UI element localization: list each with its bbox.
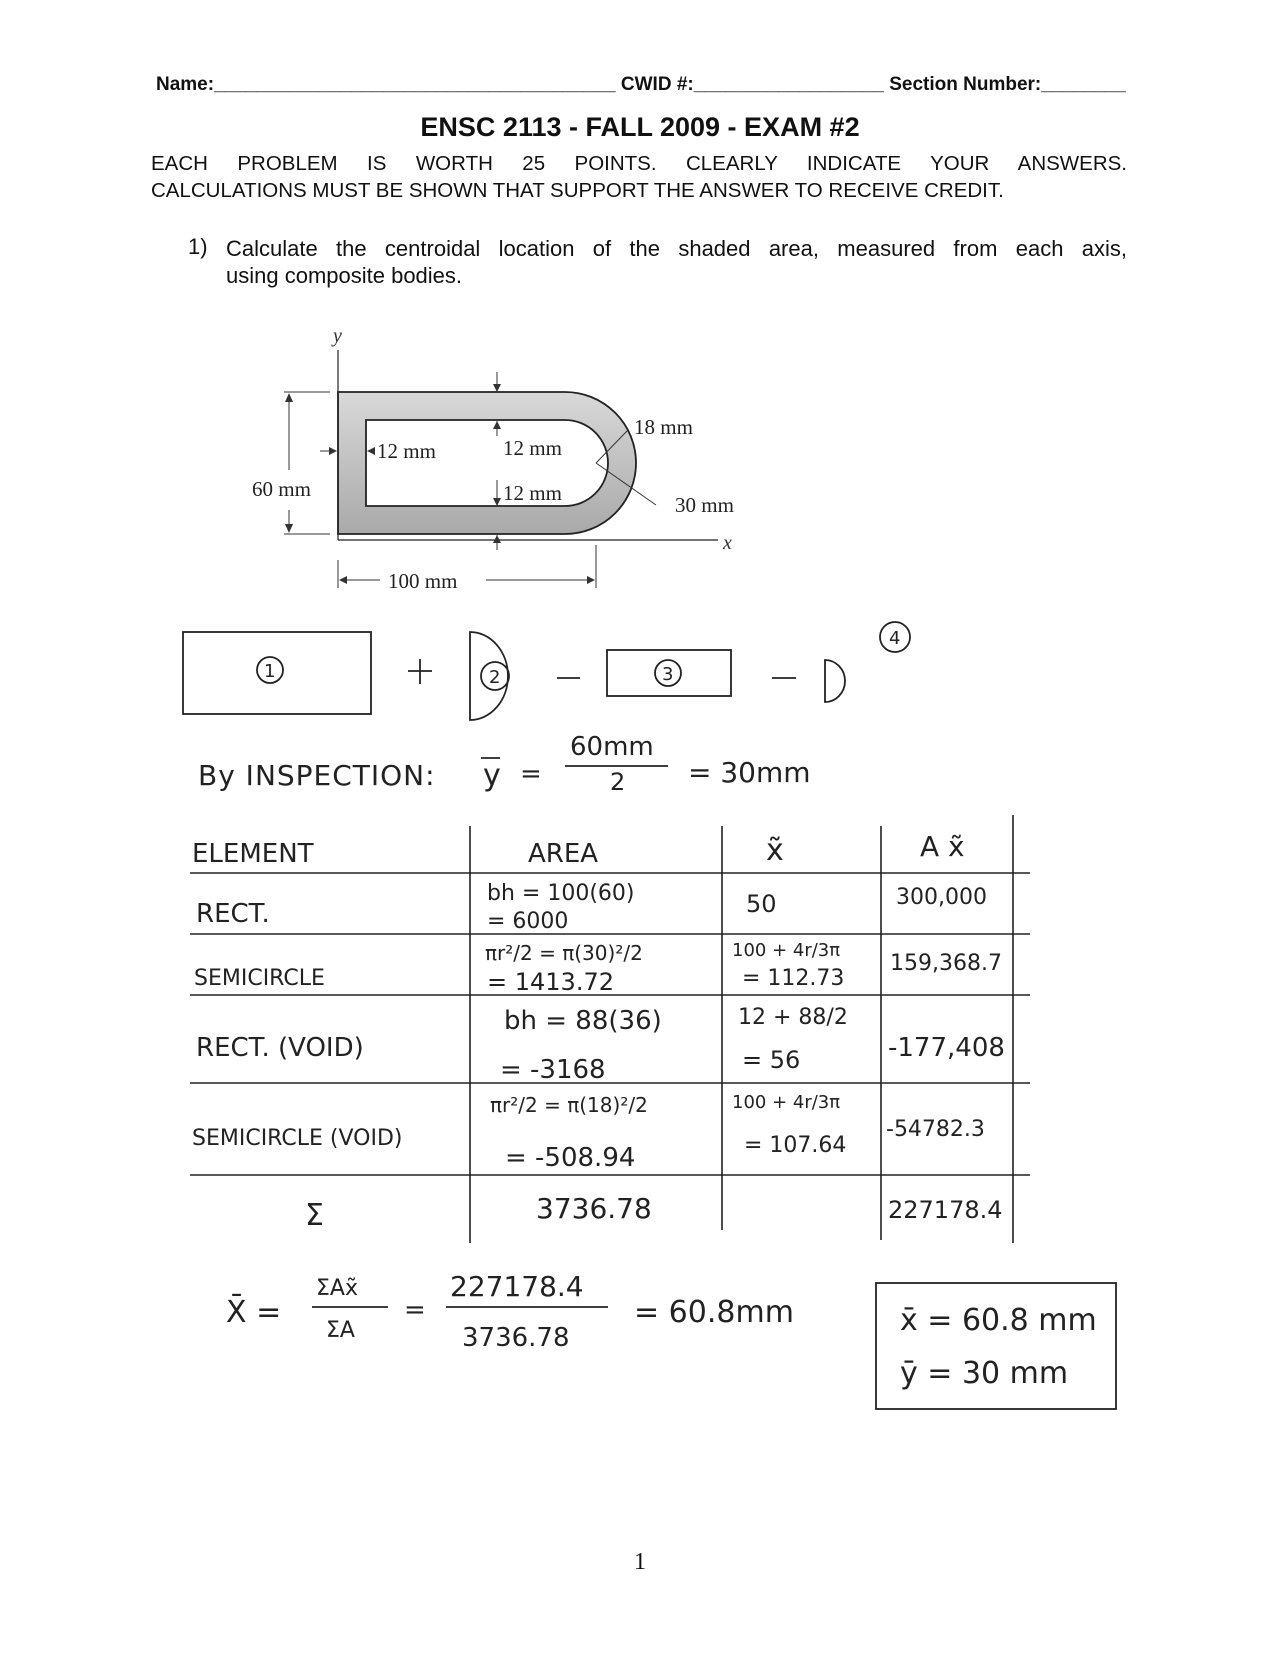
- sum-ax: 227178.4: [888, 1196, 1003, 1224]
- dim-height-label: 60 mm: [252, 477, 311, 501]
- answer-y: ȳ = 30 mm: [900, 1356, 1069, 1391]
- row4-area2: = -508.94: [505, 1143, 636, 1173]
- inspection-eq: =: [520, 759, 542, 789]
- table-header-x: x̃: [766, 833, 784, 868]
- row3-area2: = -3168: [500, 1055, 606, 1085]
- dim-left-wall-label: 12 mm: [377, 439, 436, 463]
- question-text-line-2: using composite bodies.: [226, 263, 463, 288]
- inspection-label: By INSPECTION:: [198, 759, 436, 792]
- row4-x2: = 107.64: [744, 1133, 847, 1158]
- section-label: Section Number:: [889, 74, 1042, 95]
- row1-area1: bh = 100(60): [487, 881, 635, 906]
- exam-title: ENSC 2113 - FALL 2009 - EXAM #2: [420, 112, 860, 142]
- shaded-area-figure: [252, 325, 734, 593]
- row4-area1: πr²/2 = π(18)²/2: [490, 1093, 648, 1117]
- final-frac-den: ΣA: [326, 1318, 355, 1343]
- row1-element: RECT.: [196, 899, 270, 929]
- dim-top-wall-label: 12 mm: [503, 436, 562, 460]
- answer-x: x̄ = 60.8 mm: [900, 1303, 1097, 1338]
- decomposition-sketch: [183, 622, 910, 720]
- row2-x1: 100 + 4r/3π: [732, 940, 841, 961]
- row2-x2: = 112.73: [742, 966, 845, 991]
- inspection-result: = 30mm: [688, 756, 811, 789]
- page-number: 1: [634, 1549, 646, 1575]
- row4-x1: 100 + 4r/3π: [732, 1092, 841, 1113]
- row1-x1: 50: [746, 890, 777, 918]
- final-den: 3736.78: [462, 1323, 570, 1353]
- shaded-region: [338, 392, 636, 534]
- final-eq: =: [404, 1295, 426, 1325]
- y-axis-label: y: [333, 325, 342, 347]
- row1-ax: 300,000: [896, 885, 987, 910]
- row4-element: SEMICIRCLE (VOID): [192, 1126, 403, 1151]
- row2-ax: 159,368.7: [890, 951, 1002, 976]
- final-xbar: X̄ =: [226, 1295, 282, 1330]
- row2-area2: = 1413.72: [487, 968, 614, 996]
- dim-length-label: 100 mm: [388, 569, 458, 593]
- element-2-label: 2: [489, 667, 501, 688]
- section-blank[interactable]: ________: [1041, 74, 1126, 95]
- x-axis-label: x: [723, 532, 732, 554]
- row3-ax: -177,408: [888, 1033, 1005, 1063]
- table-header-element: ELEMENT: [192, 839, 314, 869]
- name-label: Name:: [156, 74, 215, 95]
- row3-x1: 12 + 88/2: [738, 1005, 848, 1030]
- cwid-blank[interactable]: __________________: [693, 74, 884, 95]
- element-3-label: 3: [662, 664, 674, 685]
- row3-area1: bh = 88(36): [504, 1006, 662, 1036]
- name-blank[interactable]: ______________________________________: [214, 74, 616, 95]
- dim-inner-radius-label: 18 mm: [634, 415, 693, 439]
- sum-area: 3736.78: [536, 1192, 652, 1225]
- dim-outer-radius-label: 30 mm: [675, 493, 734, 517]
- row3-element: RECT. (VOID): [196, 1033, 364, 1063]
- question-text-line-1: Calculate the centroidal location of the shaded area, measured from each axis,: [226, 236, 1127, 261]
- table-header-area: AREA: [528, 839, 599, 869]
- element-4-label: 4: [889, 628, 901, 649]
- row2-element: SEMICIRCLE: [194, 966, 325, 991]
- inspection-numerator: 60mm: [570, 732, 654, 762]
- instruction-line-1: EACH PROBLEM IS WORTH 25 POINTS. CLEARLY INDICATE YOUR ANSWERS.: [151, 152, 1127, 175]
- cwid-label: CWID #:: [620, 74, 694, 95]
- inspection-denominator: 2: [610, 768, 626, 796]
- question-number: 1): [188, 234, 208, 259]
- instruction-line-2: CALCULATIONS MUST BE SHOWN THAT SUPPORT THE ANSWER TO RECEIVE CREDIT.: [151, 179, 1004, 202]
- dim-bottom-wall-label: 12 mm: [503, 481, 562, 505]
- table-header-ax: A x̃: [920, 830, 965, 863]
- row3-x2: = 56: [742, 1046, 801, 1074]
- row1-area2: = 6000: [487, 909, 569, 934]
- final-result: = 60.8mm: [634, 1295, 794, 1330]
- sum-label: Σ: [305, 1198, 324, 1233]
- final-frac-num: ΣAx̃: [316, 1276, 358, 1301]
- inspection-ybar: y: [483, 758, 501, 793]
- row2-area1: πr²/2 = π(30)²/2: [485, 941, 643, 965]
- element-1-label: 1: [264, 661, 276, 682]
- final-num: 227178.4: [450, 1270, 584, 1303]
- row4-ax: -54782.3: [886, 1117, 985, 1142]
